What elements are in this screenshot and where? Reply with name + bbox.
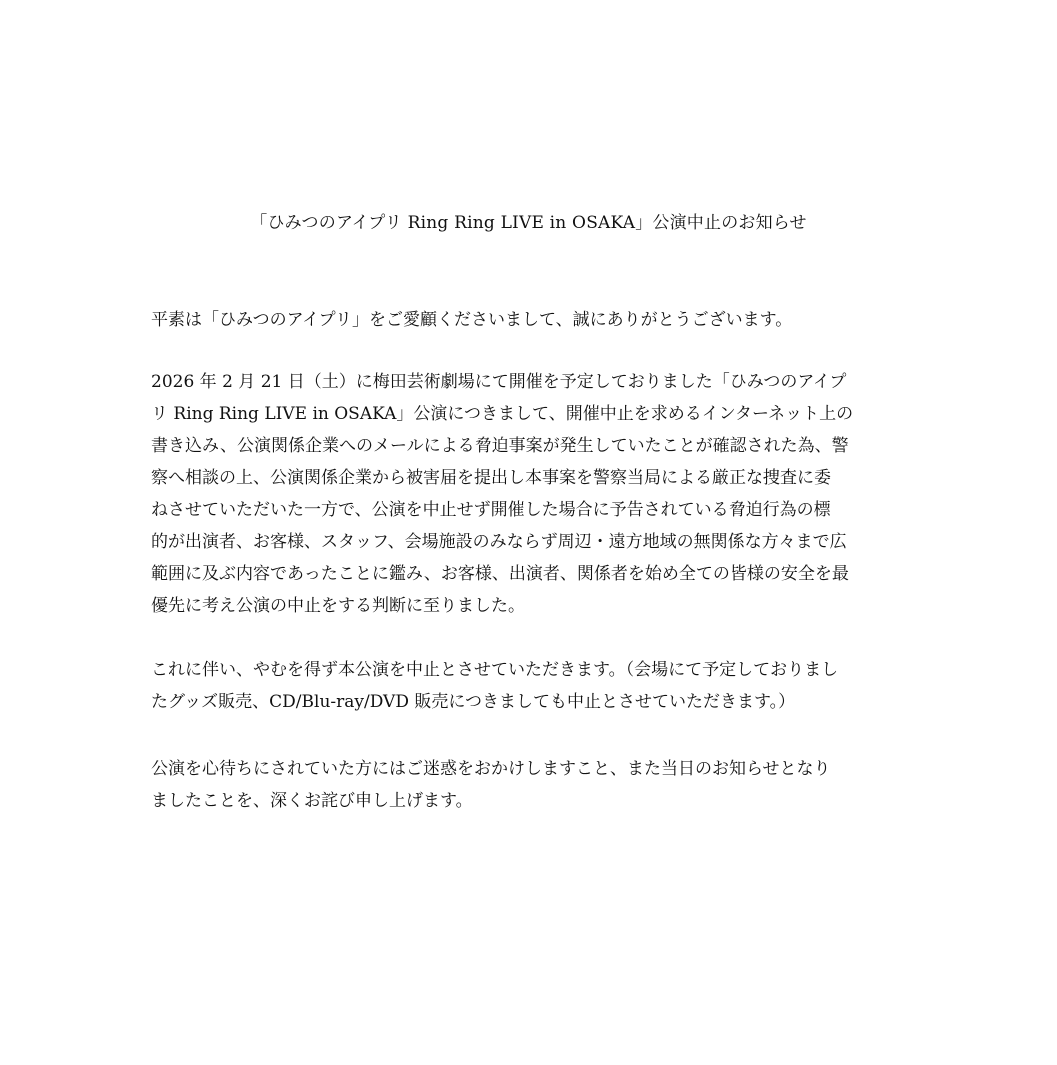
main-line-6: 的が出演者、お客様、スタッフ、会場施設のみならず周辺・遠方地域の無関係な方々まで広 <box>151 532 847 552</box>
apology-paragraph <box>151 753 921 817</box>
main-line-8: 優先に考え公演の中止をする判断に至りました。 <box>151 596 525 616</box>
main-paragraph <box>151 366 921 622</box>
apology-line-2: ましたことを、深くお詫び申し上げます。 <box>151 791 473 811</box>
main-line-7: 範囲に及ぶ内容であったことに鑑み、お客様、出演者、関係者を始め全ての皆様の安全を最 <box>151 564 849 584</box>
notice-title: 「ひみつのアイプリ Ring Ring LIVE in OSAKA」公演中止のお知らせ <box>250 213 807 233</box>
main-line-1: 2026 年 2 月 21 日（土）に梅田芸術劇場にて開催を予定しておりました「ひみつのアイプ <box>151 372 847 392</box>
main-line-2: リ Ring Ring LIVE in OSAKA」公演につきまして、開催中止を求めるインターネット上の <box>151 404 854 424</box>
greeting-paragraph <box>151 304 921 336</box>
cancellation-line-2: たグッズ販売、CD/Blu-ray/DVD 販売につきましても中止とさせていただきます。） <box>151 692 796 712</box>
main-line-3: 書き込み、公演関係企業へのメールによる脅迫事案が発生していたことが確認された為、警 <box>151 436 849 456</box>
main-line-5: ねさせていただいた一方で、公演を中止せず開催した場合に予告されている脅迫行為の標 <box>151 500 831 520</box>
main-line-4: 察へ相談の上、公演関係企業から被害届を提出し本事案を警察当局による厳正な捜査に委 <box>151 468 831 488</box>
apology-line-1: 公演を心待ちにされていた方にはご迷惑をおかけしますこと、また当日のお知らせとなり <box>151 759 831 779</box>
cancellation-line-1: これに伴い、やむを得ず本公演を中止とさせていただきます。（会場にて予定しておりまし <box>151 660 839 680</box>
greeting-line: 平素は「ひみつのアイプリ」をご愛顧くださいまして、誠にありがとうございます。 <box>151 310 793 330</box>
cancellation-paragraph <box>151 654 921 718</box>
